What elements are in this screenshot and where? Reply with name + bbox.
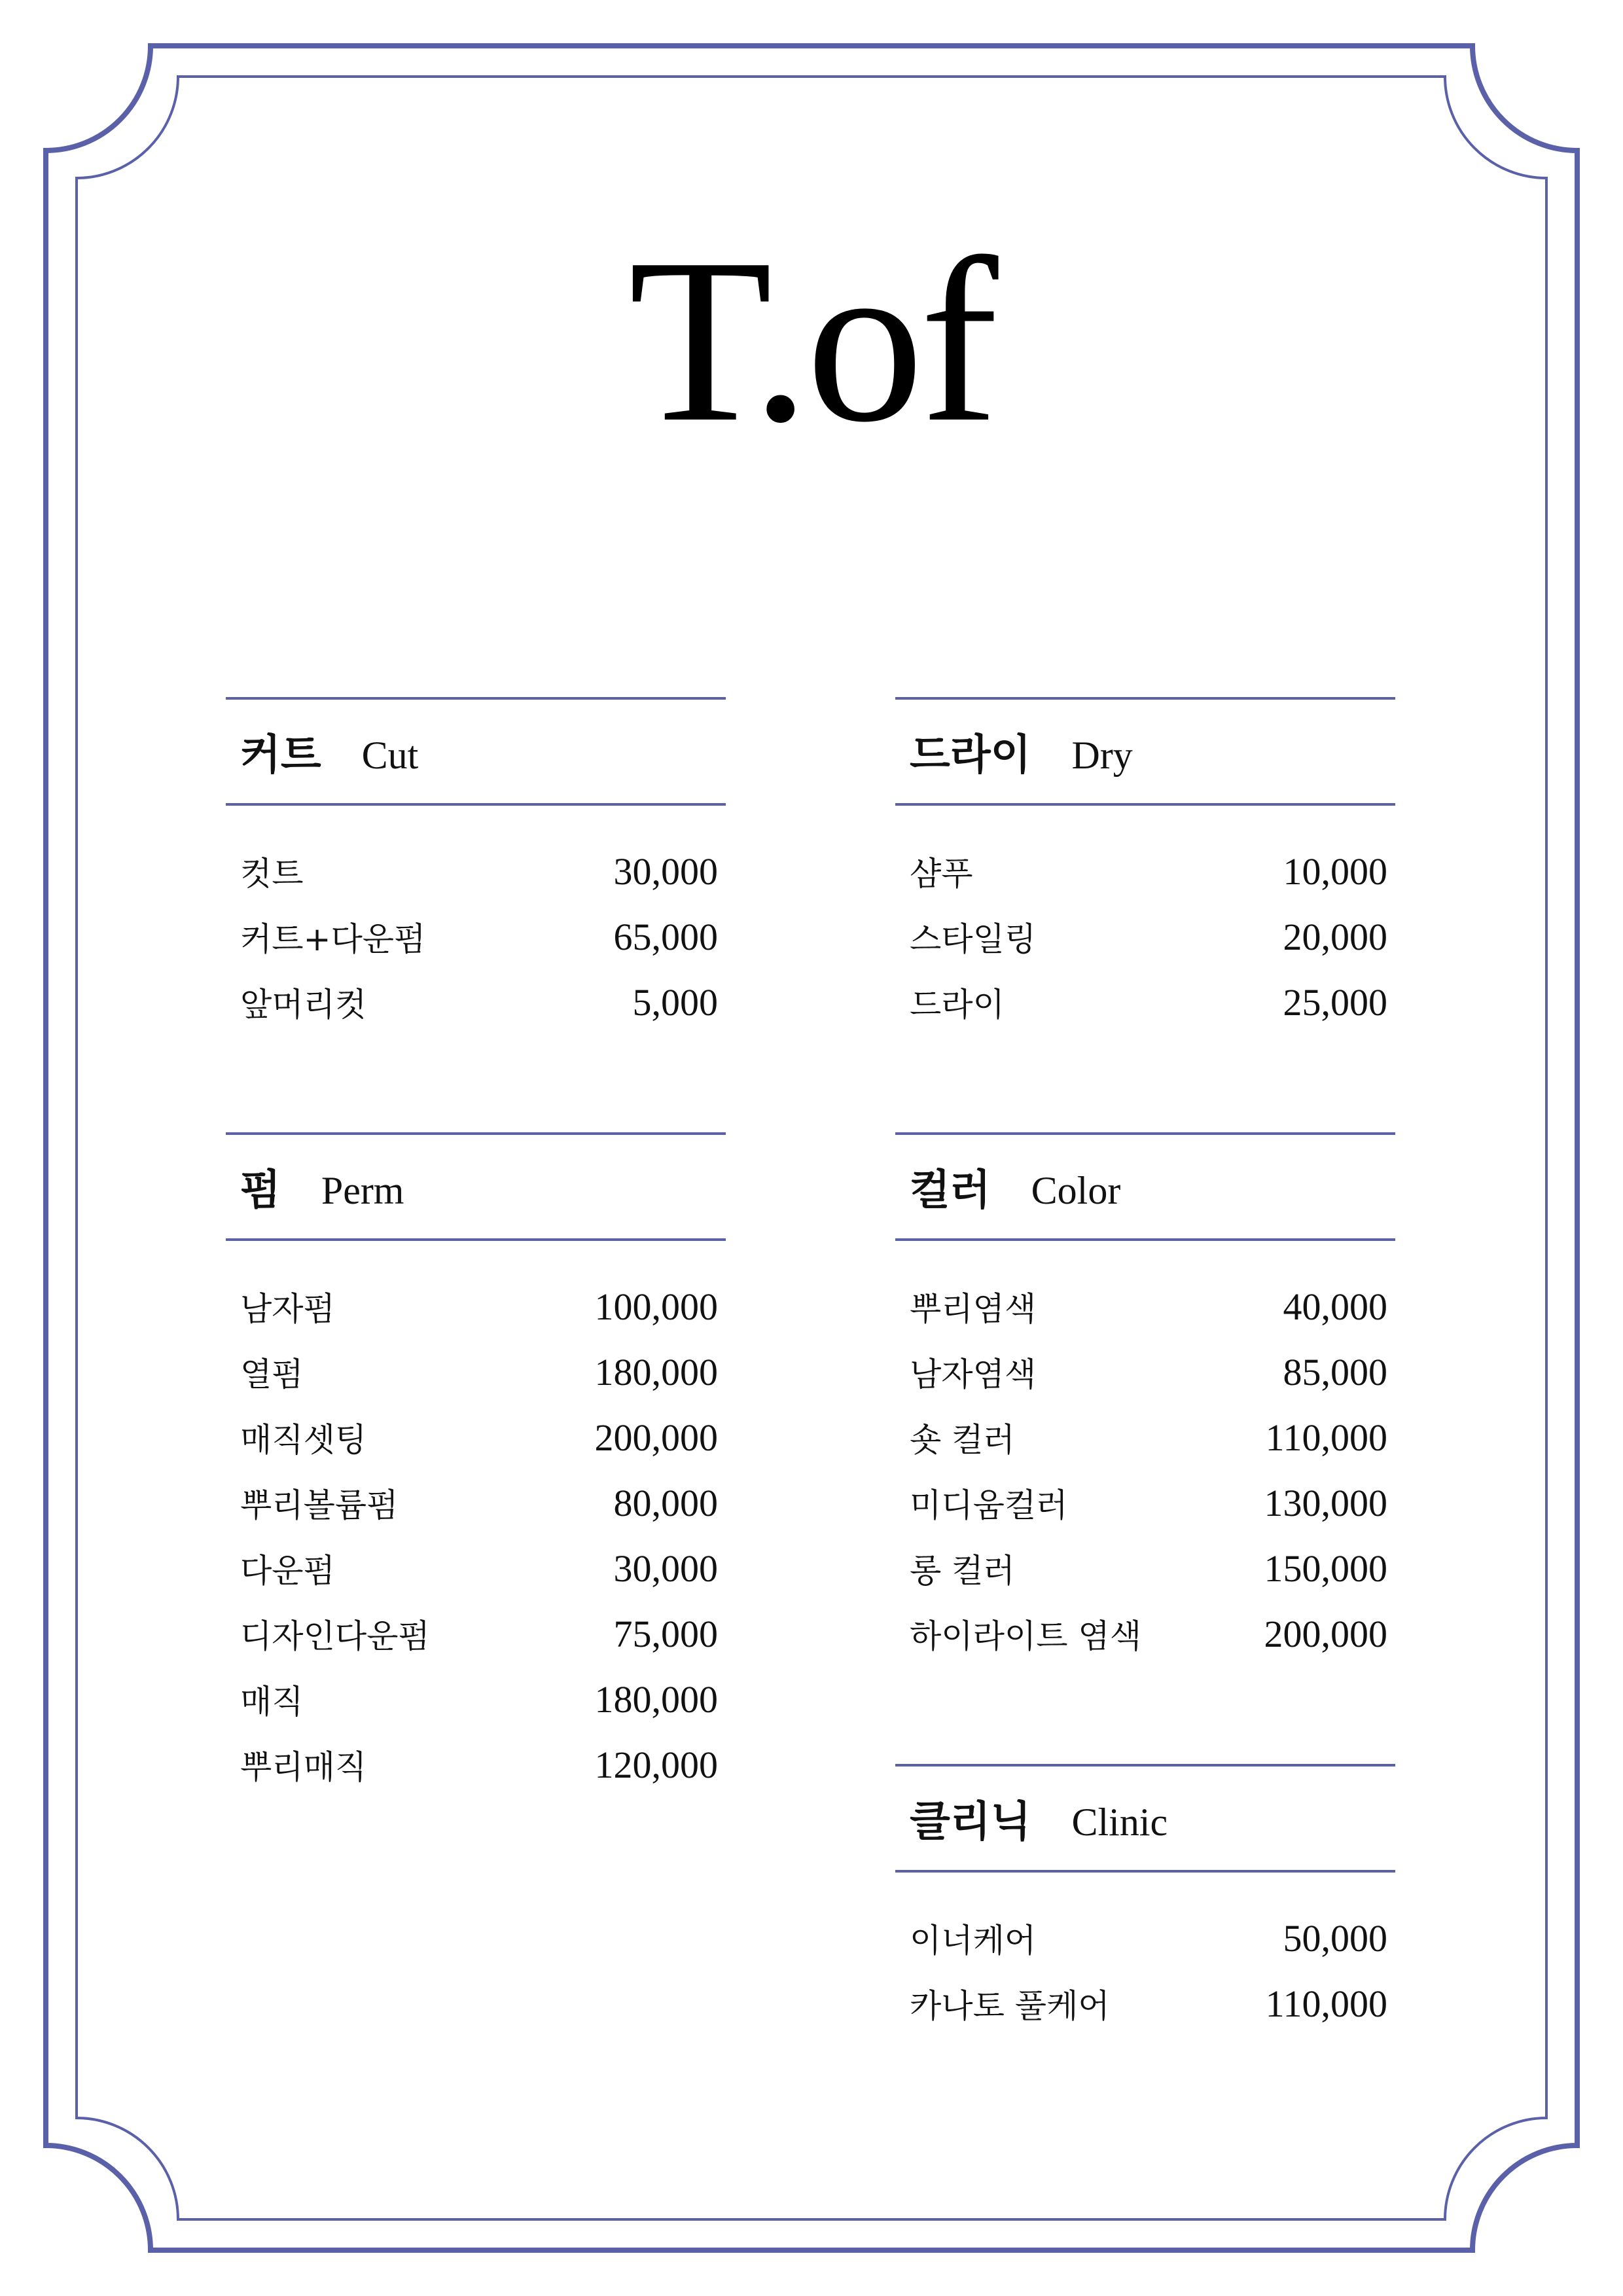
item-price: 25,000 bbox=[1283, 980, 1387, 1024]
item-price: 80,000 bbox=[613, 1481, 718, 1524]
menu-item bbox=[895, 1535, 1395, 1601]
item-list bbox=[226, 806, 726, 1035]
item-price: 100,000 bbox=[594, 1285, 718, 1328]
menu-item bbox=[226, 904, 726, 969]
item-price: 75,000 bbox=[613, 1612, 718, 1655]
item-name: 샴푸 bbox=[910, 855, 973, 893]
menu-item bbox=[895, 904, 1395, 969]
item-name: 남자염색 bbox=[910, 1355, 1037, 1393]
menu-item bbox=[226, 969, 726, 1035]
item-list bbox=[226, 1241, 726, 1797]
item-price: 110,000 bbox=[1265, 1416, 1387, 1459]
menu-item bbox=[226, 1339, 726, 1405]
item-name: 드라이 bbox=[910, 986, 1005, 1024]
menu-item bbox=[895, 1405, 1395, 1470]
menu-item bbox=[226, 1405, 726, 1470]
section-title-en: Clinic bbox=[1071, 1800, 1168, 1844]
item-name: 매직셋팅 bbox=[240, 1421, 367, 1459]
menu-item bbox=[226, 838, 726, 904]
item-price: 110,000 bbox=[1265, 1982, 1387, 2025]
item-price: 150,000 bbox=[1264, 1547, 1387, 1590]
item-name: 매직 bbox=[240, 1683, 304, 1721]
section-header bbox=[895, 697, 1395, 806]
item-price: 50,000 bbox=[1283, 1916, 1387, 1960]
section-title-ko: 드라이 bbox=[910, 731, 1031, 780]
item-name: 미디움컬러 bbox=[910, 1486, 1068, 1524]
menu-item bbox=[226, 1470, 726, 1535]
brand-title: T.of bbox=[628, 209, 995, 471]
item-price: 30,000 bbox=[613, 850, 718, 893]
menu-item bbox=[895, 838, 1395, 904]
item-price: 200,000 bbox=[1264, 1612, 1387, 1655]
item-price: 40,000 bbox=[1283, 1285, 1387, 1328]
section-title-ko: 커트 bbox=[240, 731, 321, 780]
item-name: 스타일링 bbox=[910, 920, 1037, 958]
item-price: 180,000 bbox=[594, 1677, 718, 1721]
section-title-ko: 컬러 bbox=[910, 1166, 991, 1215]
menu-item bbox=[226, 1666, 726, 1732]
item-price: 85,000 bbox=[1283, 1350, 1387, 1393]
item-name: 앞머리컷 bbox=[240, 986, 367, 1024]
item-name: 열펌 bbox=[240, 1355, 304, 1393]
menu-item bbox=[226, 1601, 726, 1666]
section-clinic bbox=[895, 1764, 1395, 2036]
item-name: 뿌리염색 bbox=[910, 1290, 1037, 1328]
item-price: 120,000 bbox=[594, 1743, 718, 1786]
section-header bbox=[226, 697, 726, 806]
item-name: 뿌리볼륨펌 bbox=[240, 1486, 399, 1524]
item-name: 하이라이트 염색 bbox=[910, 1617, 1141, 1655]
item-price: 200,000 bbox=[594, 1416, 718, 1459]
item-name: 컷트 bbox=[240, 855, 304, 893]
menu-item bbox=[895, 1905, 1395, 1971]
section-dry bbox=[895, 697, 1395, 1035]
item-list bbox=[895, 1873, 1395, 2036]
menu-item bbox=[226, 1732, 726, 1797]
menu-item bbox=[895, 1339, 1395, 1405]
item-name: 롱 컬러 bbox=[910, 1552, 1015, 1590]
section-perm bbox=[226, 1132, 726, 1797]
item-name: 카나토 풀케어 bbox=[910, 1987, 1110, 2025]
menu-item bbox=[895, 1470, 1395, 1535]
menu-item bbox=[226, 1274, 726, 1339]
section-header bbox=[226, 1132, 726, 1241]
item-list bbox=[895, 806, 1395, 1035]
section-header bbox=[895, 1764, 1395, 1873]
item-price: 30,000 bbox=[613, 1547, 718, 1590]
item-name: 이너케어 bbox=[910, 1922, 1037, 1960]
item-name: 디자인다운펌 bbox=[240, 1617, 430, 1655]
item-price: 5,000 bbox=[632, 980, 718, 1024]
item-name: 뿌리매직 bbox=[240, 1748, 367, 1786]
item-price: 10,000 bbox=[1283, 850, 1387, 893]
item-name: 커트+다운펌 bbox=[240, 920, 426, 958]
section-title-ko: 클리닉 bbox=[910, 1798, 1031, 1846]
menu-item bbox=[226, 1535, 726, 1601]
section-title-en: Dry bbox=[1071, 733, 1133, 777]
menu-item bbox=[895, 1601, 1395, 1666]
section-title-en: Color bbox=[1031, 1168, 1121, 1212]
section-title-en: Cut bbox=[361, 733, 419, 777]
section-title-ko: 펌 bbox=[240, 1166, 281, 1215]
menu-item bbox=[895, 1274, 1395, 1339]
item-list bbox=[895, 1241, 1395, 1666]
item-name: 다운펌 bbox=[240, 1552, 335, 1590]
item-name: 남자펌 bbox=[240, 1290, 335, 1328]
section-title-en: Perm bbox=[321, 1168, 404, 1212]
menu-item bbox=[895, 969, 1395, 1035]
section-cut bbox=[226, 697, 726, 1035]
section-header bbox=[895, 1132, 1395, 1241]
menu-item bbox=[895, 1971, 1395, 2036]
section-color bbox=[895, 1132, 1395, 1666]
item-price: 180,000 bbox=[594, 1350, 718, 1393]
item-price: 65,000 bbox=[613, 915, 718, 958]
item-name: 숏 컬러 bbox=[910, 1421, 1015, 1459]
item-price: 130,000 bbox=[1264, 1481, 1387, 1524]
item-price: 20,000 bbox=[1283, 915, 1387, 958]
